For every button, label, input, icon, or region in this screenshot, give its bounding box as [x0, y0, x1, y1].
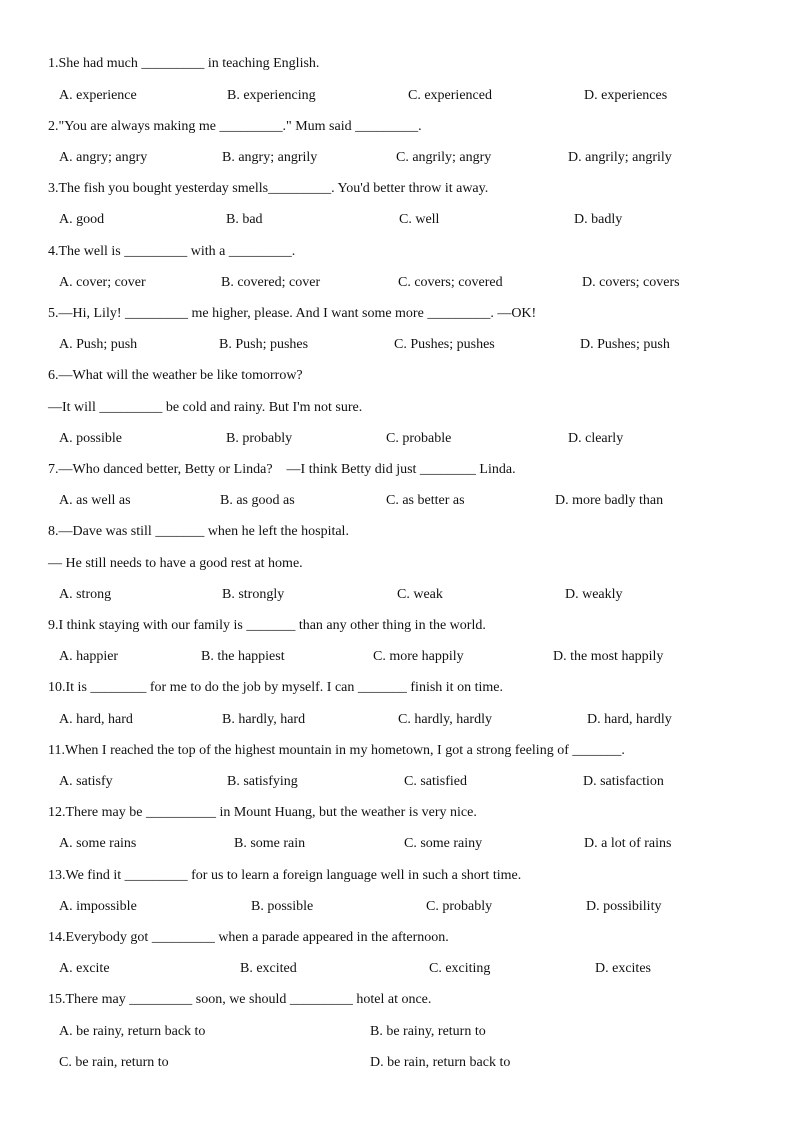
- question-15-option-a[interactable]: A. be rainy, return back to: [59, 1024, 206, 1039]
- question-8-option-d[interactable]: D. weakly: [565, 587, 623, 602]
- question-2-option-d[interactable]: D. angrily; angrily: [568, 150, 672, 165]
- question-8-option-b[interactable]: B. strongly: [222, 587, 285, 602]
- question-9-option-b[interactable]: B. the happiest: [201, 649, 285, 664]
- question-15-stem: 15.There may _________ soon, we should _________ hotel at once.: [48, 992, 432, 1007]
- question-9-stem: 9.I think staying with our family is _______ than any other thing in the world.: [48, 618, 486, 633]
- question-1-option-a[interactable]: A. experience: [59, 88, 137, 103]
- question-14-option-b[interactable]: B. excited: [240, 961, 297, 976]
- question-12-option-d[interactable]: D. a lot of rains: [584, 836, 672, 851]
- question-4-option-c[interactable]: C. covers; covered: [398, 275, 503, 290]
- question-15-option-b[interactable]: B. be rainy, return to: [370, 1024, 486, 1039]
- question-10-stem: 10.It is ________ for me to do the job by myself. I can _______ finish it on time.: [48, 680, 503, 695]
- question-1-option-b[interactable]: B. experiencing: [227, 88, 316, 103]
- question-7-option-a[interactable]: A. as well as: [59, 493, 131, 508]
- question-9-option-d[interactable]: D. the most happily: [553, 649, 664, 664]
- question-4-option-a[interactable]: A. cover; cover: [59, 275, 146, 290]
- question-13-option-a[interactable]: A. impossible: [59, 899, 137, 914]
- question-1-option-c[interactable]: C. experienced: [408, 88, 492, 103]
- question-9-option-c[interactable]: C. more happily: [373, 649, 464, 664]
- question-1-option-d[interactable]: D. experiences: [584, 88, 668, 103]
- question-6-stem: 6.—What will the weather be like tomorrow?: [48, 368, 303, 383]
- question-7-option-c[interactable]: C. as better as: [386, 493, 465, 508]
- question-8-stem: 8.—Dave was still _______ when he left the hospital.: [48, 524, 349, 539]
- question-11-option-d[interactable]: D. satisfaction: [583, 774, 664, 789]
- question-4-option-b[interactable]: B. covered; cover: [221, 275, 321, 290]
- question-7-stem: 7.—Who danced better, Betty or Linda? —I think Betty did just ________ Linda.: [48, 462, 516, 477]
- question-6-option-a[interactable]: A. possible: [59, 431, 122, 446]
- question-7-option-d[interactable]: D. more badly than: [555, 493, 664, 508]
- question-5-option-c[interactable]: C. Pushes; pushes: [394, 337, 495, 352]
- question-10-option-b[interactable]: B. hardly, hard: [222, 712, 306, 727]
- question-8-option-a[interactable]: A. strong: [59, 587, 112, 602]
- question-10-option-d[interactable]: D. hard, hardly: [587, 712, 672, 727]
- question-3-option-d[interactable]: D. badly: [574, 212, 623, 227]
- question-13-stem: 13.We find it _________ for us to learn a foreign language well in such a short time.: [48, 868, 522, 883]
- question-5-stem: 5.—Hi, Lily! _________ me higher, please. And I want some more _________. —OK!: [48, 306, 537, 321]
- question-11-stem: 11.When I reached the top of the highest mountain in my hometown, I got a strong feeling of _______.: [48, 743, 625, 758]
- question-3-option-a[interactable]: A. good: [59, 212, 105, 227]
- question-15-option-c[interactable]: C. be rain, return to: [59, 1055, 169, 1070]
- question-10-option-c[interactable]: C. hardly, hardly: [398, 712, 492, 727]
- question-8-option-c[interactable]: C. weak: [397, 587, 443, 602]
- question-11-option-a[interactable]: A. satisfy: [59, 774, 113, 789]
- question-14-stem: 14.Everybody got _________ when a parade appeared in the afternoon.: [48, 930, 449, 945]
- question-12-option-c[interactable]: C. some rainy: [404, 836, 483, 851]
- question-6-option-c[interactable]: C. probable: [386, 431, 452, 446]
- question-12-option-a[interactable]: A. some rains: [59, 836, 137, 851]
- question-15-option-d[interactable]: D. be rain, return back to: [370, 1055, 511, 1070]
- question-8-stem-reply: — He still needs to have a good rest at home.: [48, 556, 303, 571]
- question-11-option-b[interactable]: B. satisfying: [227, 774, 298, 789]
- question-5-option-b[interactable]: B. Push; pushes: [219, 337, 309, 352]
- question-4-option-d[interactable]: D. covers; covers: [582, 275, 680, 290]
- question-6-stem-reply: —It will _________ be cold and rainy. But I'm not sure.: [48, 400, 363, 415]
- question-6-option-b[interactable]: B. probably: [226, 431, 293, 446]
- question-3-stem: 3.The fish you bought yesterday smells_________. You'd better throw it away.: [48, 181, 489, 196]
- question-12-option-b[interactable]: B. some rain: [234, 836, 306, 851]
- question-1-stem: 1.She had much _________ in teaching English.: [48, 56, 320, 71]
- question-13-option-b[interactable]: B. possible: [251, 899, 314, 914]
- question-13-option-c[interactable]: C. probably: [426, 899, 493, 914]
- question-9-option-a[interactable]: A. happier: [59, 649, 119, 664]
- question-14-option-a[interactable]: A. excite: [59, 961, 110, 976]
- question-5-option-d[interactable]: D. Pushes; push: [580, 337, 670, 352]
- question-12-stem: 12.There may be __________ in Mount Huang, but the weather is very nice.: [48, 805, 477, 820]
- question-14-option-c[interactable]: C. exciting: [429, 961, 491, 976]
- question-5-option-a[interactable]: A. Push; push: [59, 337, 138, 352]
- question-2-option-a[interactable]: A. angry; angry: [59, 150, 148, 165]
- question-6-option-d[interactable]: D. clearly: [568, 431, 624, 446]
- question-3-option-b[interactable]: B. bad: [226, 212, 263, 227]
- question-2-stem: 2."You are always making me _________." Mum said _________.: [48, 119, 422, 134]
- question-2-option-b[interactable]: B. angry; angrily: [222, 150, 318, 165]
- question-2-option-c[interactable]: C. angrily; angry: [396, 150, 492, 165]
- question-7-option-b[interactable]: B. as good as: [220, 493, 295, 508]
- question-4-stem: 4.The well is _________ with a _________.: [48, 244, 296, 259]
- question-10-option-a[interactable]: A. hard, hard: [59, 712, 133, 727]
- question-11-option-c[interactable]: C. satisfied: [404, 774, 467, 789]
- question-14-option-d[interactable]: D. excites: [595, 961, 651, 976]
- question-13-option-d[interactable]: D. possibility: [586, 899, 662, 914]
- question-3-option-c[interactable]: C. well: [399, 212, 440, 227]
